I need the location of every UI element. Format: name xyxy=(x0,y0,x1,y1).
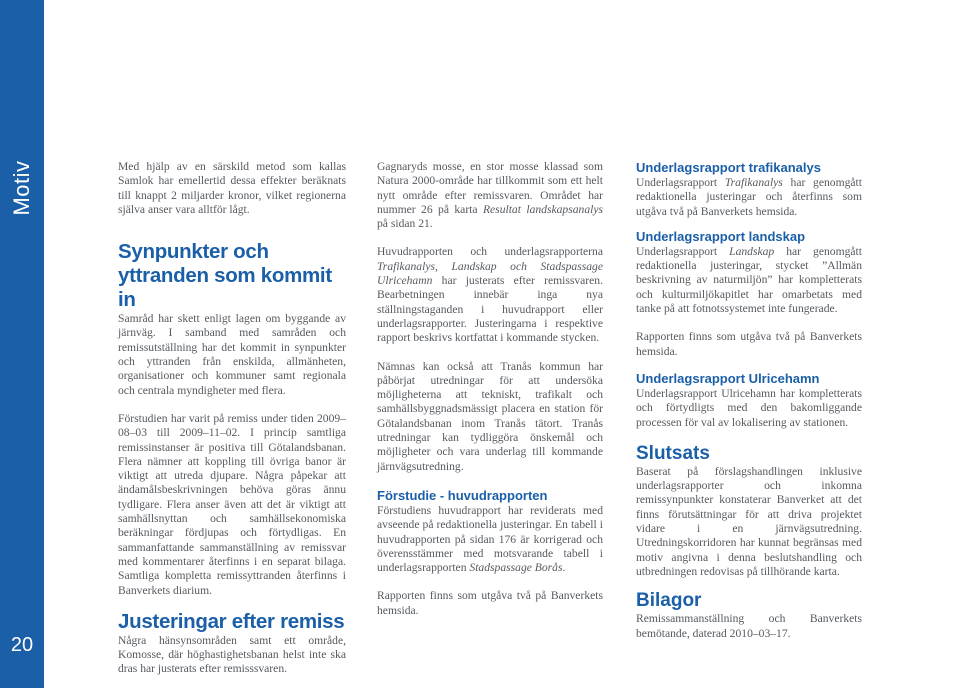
heading-ulricehamn: Underlagsrapport Ulricehamn xyxy=(636,370,820,386)
paragraph-landskap-hemsida: Rapporten finns som utgåva två på Banverkets hemsida. xyxy=(636,330,862,358)
paragraph-tranas: Nämnas kan också att Tranås kommun har påbörjat utredningar för att undersöka möjligheterna att tekniskt, trafikalt och samhällsbyggnadsmässigt placera en station för Götalandsbanan inom Tranås tätort. Tranås utredningar kan tydliggöra önskemål och möjligheter och vara underlag till kommande järnvägsutredning. xyxy=(377,359,603,473)
column-3 xyxy=(636,160,862,641)
section-title: Motiv xyxy=(9,160,34,216)
page-number: 20 xyxy=(10,634,34,656)
heading-landskap: Underlagsrapport landskap xyxy=(636,228,806,244)
paragraph-huvudrapporten: Huvudrapporten och underlagsrapporterna Trafikanalys, Landskap och Stadspassage Ulricehamn har justerats efter remissvaren. Bearbetningen innebär inga nya ställningstaganden i huvudrapport eller underlagsrapporter. Justeringarna i respektive rapport beskrivs kortfattat i kommande stycken. xyxy=(377,245,603,345)
paragraph-rapporten: Rapporten finns som utgåva två på Banverkets hemsida. xyxy=(377,589,603,617)
intro-paragraph: Med hjälp av en särskild metod som kallas Samlok har emellertid dessa effekter beräknats till knappt 2 miljarder kronor, vilket regionerna själva anser vara alltför lågt. xyxy=(118,160,346,216)
heading-justeringar: Justeringar efter remiss xyxy=(118,609,345,633)
column-1 xyxy=(118,160,346,677)
paragraph-trafikanalys: Underlagsrapport Trafikanalys har genomgått redaktionella justeringar och återfinns som utgåva två på Banverkets hemsida. xyxy=(636,176,862,218)
paragraph-ulricehamn: Underlagsrapport Ulricehamn har kompletterats och förtydligts med den bakomliggande processen för val av lokalisering av stationen. xyxy=(636,386,862,429)
paragraph-justeringar: Några hänsynsområden samt ett område, Komosse, där höghastighetsbanan helst inte ska dras har justerats efter remisssvaren. xyxy=(118,633,346,676)
paragraph-slutsats: Baserat på förslagshandlingen inklusive underlagsrapporter och inkomna remissynpunkter konstaterar Banverket att det finns förutsättningar för att driva projektet vidare i en järnvägsutredning. Utredningskorridoren har kunnat begränsas med motiv angivna i denna beslutshandling och utbredningen redovisas på tillhörande karta. xyxy=(636,464,862,578)
paragraph-gagnaryd: Gagnaryds mosse, en stor mosse klassad som Natura 2000-område har tillkommit som ett helt nytt område efter remissvaren. Området har nummer 26 på karta Resultat landskapsanalys på sidan 21. xyxy=(377,160,603,231)
heading-synpunkter: Synpunkter och yttranden som kommit in xyxy=(118,240,332,312)
paragraph-bilagor: Remissammanställning och Banverkets bemötande, daterad 2010–03–17. xyxy=(636,612,862,640)
heading-bilagor: Bilagor xyxy=(636,590,702,612)
heading-forstudie: Förstudie - huvudrapporten xyxy=(377,487,548,503)
section-sidebar xyxy=(0,0,44,688)
paragraph-samrad: Samråd har skett enligt lagen om byggande av järnväg. I samband med samråden och remissutställning har det kommit in synpunkter och yttranden från enskilda, allmänheten, organisationer och kommuner samt regionala och centrala myndigheter med flera. xyxy=(118,312,346,397)
paragraph-landskap: Underlagsrapport Landskap har genomgått redaktionella justeringar, stycket ”Allmän beskrivning av naturmiljön” har kompletterats och kulturmiljökapitlet har omarbetats med tanke på att fotnotssystemet inte fungerade. xyxy=(636,244,862,316)
heading-trafikanalys: Underlagsrapport trafikanalys xyxy=(636,160,821,175)
column-2 xyxy=(377,160,603,618)
heading-slutsats: Slutsats xyxy=(636,442,710,464)
paragraph-forstudien: Förstudien har varit på remiss under tiden 2009–08–03 till 2009–11–02. I princip samtliga remissinstanser är positiva till Götalandsbanan. Flera nämner att koppling till övriga banor är viktigt att utreda djupare. Några påpekar att ändamålsbeskrivningen behöva göras ännu tydligare. Flera anser även att det är viktigt att samhällsnyttan och samhällsekonomiska beräkningar fördjupas och förtydligas. En sammanfattande sammanställning av remissvar med kommentarer återfinns i en separat bilaga. Samtliga kompletta remissyttranden återfinns i Banverkets diarium. xyxy=(118,411,346,597)
paragraph-forstudie: Förstudiens huvudrapport har reviderats med avseende på redaktionella justeringar. En tabell i huvudrapporten på sidan 176 är korrigerad och överensstämmer med motsvarande tabell i underlagsrapporten Stadspassage Borås. xyxy=(377,503,603,575)
